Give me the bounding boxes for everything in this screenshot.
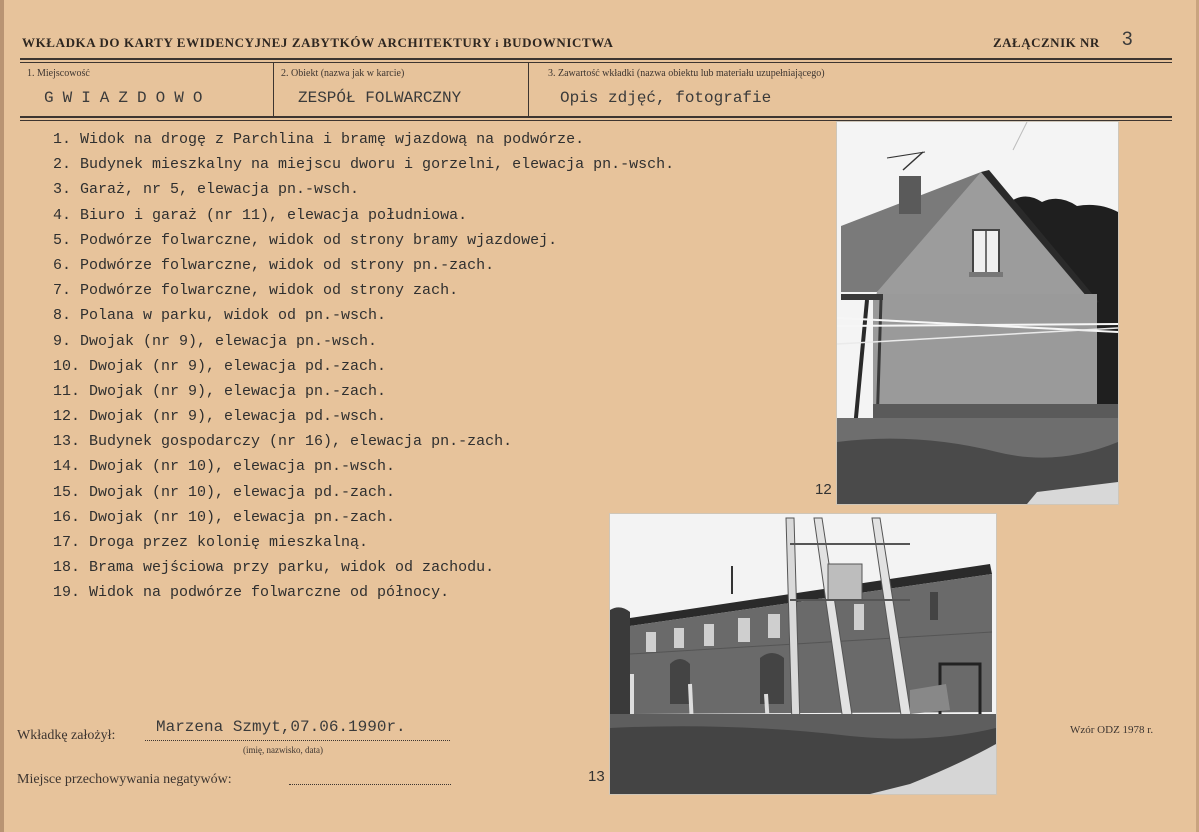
header-rule-bottom xyxy=(20,116,1172,118)
list-item: 4. Biuro i garaż (nr 11), elewacja południowa. xyxy=(44,206,468,224)
card-left-edge xyxy=(0,0,4,832)
field-locality-label: 1. Miejscowość xyxy=(27,68,90,79)
photo-foundation xyxy=(873,404,1118,418)
field-content-value: Opis zdjęć, fotografie xyxy=(560,89,772,107)
card-title-main: WKŁADKA DO KARTY EWIDENCYJNEJ ZABYTKÓW ARCHITEKTURY xyxy=(22,35,492,50)
list-item: 15. Dwojak (nr 10), elewacja pd.-zach. xyxy=(44,483,396,501)
photo-window xyxy=(738,618,750,642)
photo-transformer xyxy=(828,564,862,600)
attachment-label: ZAŁĄCZNIK NR xyxy=(993,35,1100,50)
photo-window xyxy=(854,604,864,630)
storage-dotted-line xyxy=(289,784,451,785)
photo-door-arch xyxy=(760,653,784,704)
list-item: 17. Droga przez kolonię mieszkalną. xyxy=(44,534,369,551)
list-item: 7. Podwórze folwarczne, widok od strony zach. xyxy=(44,282,459,300)
photo-farm-building xyxy=(610,514,996,794)
list-item: 13. Budynek gospodarczy (nr 16), elewacja pn.-zach. xyxy=(44,433,513,451)
field-object-label: 2. Obiekt (nazwa jak w karcie) xyxy=(281,68,405,79)
photo-description-list xyxy=(44,127,674,606)
list-item: 14. Dwojak (nr 10), elewacja pn.-wsch. xyxy=(44,458,396,476)
field-content-label: 3. Zawartość wkładki (nazwa obiektu lub materiału uzupełniającego) xyxy=(548,68,825,79)
founder-dotted-line xyxy=(145,740,450,741)
list-item: 3. Garaż, nr 5, elewacja pn.-wsch. xyxy=(44,181,360,199)
photo-window-dark xyxy=(930,592,938,620)
photo-window xyxy=(674,628,684,648)
list-item: 10. Dwojak (nr 9), elewacja pd.-zach. xyxy=(44,357,387,375)
list-item: 19. Widok na podwórze folwarczne od północy. xyxy=(44,584,450,602)
founder-value: Marzena Szmyt,07.06.1990r. xyxy=(156,718,406,736)
card-title xyxy=(22,35,613,51)
card-title-end: BUDOWNICTWA xyxy=(502,35,614,50)
photo-number-13: 13 xyxy=(588,768,605,785)
storage-label: Miejsce przechowywania negatywów: xyxy=(17,772,232,787)
photo-door-arch xyxy=(670,659,690,704)
photo-window xyxy=(768,614,780,638)
card-title-i: i xyxy=(495,38,499,50)
field-locality-value: GWIAZDOWO xyxy=(44,89,212,107)
list-item: 16. Dwojak (nr 10), elewacja pn.-zach. xyxy=(44,508,396,526)
founder-hint: (imię, nazwisko, data) xyxy=(243,745,323,755)
photo-porch-roof xyxy=(841,294,883,300)
list-item: 1. Widok na drogę z Parchlina i bramę wjazdową na podwórze. xyxy=(44,131,585,148)
header-rule-top-thin xyxy=(20,62,1172,63)
photo-window xyxy=(704,624,714,646)
founder-label: Wkładkę założył: xyxy=(17,728,116,743)
photo-chimney xyxy=(899,176,921,214)
list-item: 2. Budynek mieszkalny na miejscu dworu i gorzelni, elewacja pn.-wsch. xyxy=(44,156,675,174)
list-item: 6. Podwórze folwarczne, widok od strony pn.-zach. xyxy=(44,256,495,274)
list-item: 8. Polana w parku, widok od pn.-wsch. xyxy=(44,307,387,325)
field-separator-2 xyxy=(528,63,529,116)
attachment-number: 3 xyxy=(1122,29,1133,50)
photo-house-gable-image xyxy=(837,122,1118,504)
photo-number-12: 12 xyxy=(815,481,832,498)
photo-window-sill xyxy=(969,272,1003,277)
photo-house-gable xyxy=(837,122,1118,504)
list-item: 12. Dwojak (nr 9), elewacja pd.-wsch. xyxy=(44,408,387,426)
form-mark: Wzór ODZ 1978 r. xyxy=(1070,724,1154,736)
list-item: 18. Brama wejściowa przy parku, widok od zachodu. xyxy=(44,559,495,577)
photo-wall xyxy=(873,294,1097,420)
list-item: 5. Podwórze folwarczne, widok od strony bramy wjazdowej. xyxy=(44,231,558,249)
header-rule-bottom-thin xyxy=(20,120,1172,121)
photo-trees xyxy=(610,607,630,714)
list-item: 11. Dwojak (nr 9), elewacja pn.-zach. xyxy=(44,382,387,400)
field-separator-1 xyxy=(273,63,274,116)
header-rule-top xyxy=(20,58,1172,60)
photo-window xyxy=(646,632,656,652)
field-object-value: ZESPÓŁ FOLWARCZNY xyxy=(298,89,462,107)
photo-farm-building-image xyxy=(610,514,996,794)
list-item: 9. Dwojak (nr 9), elewacja pn.-wsch. xyxy=(44,332,378,350)
